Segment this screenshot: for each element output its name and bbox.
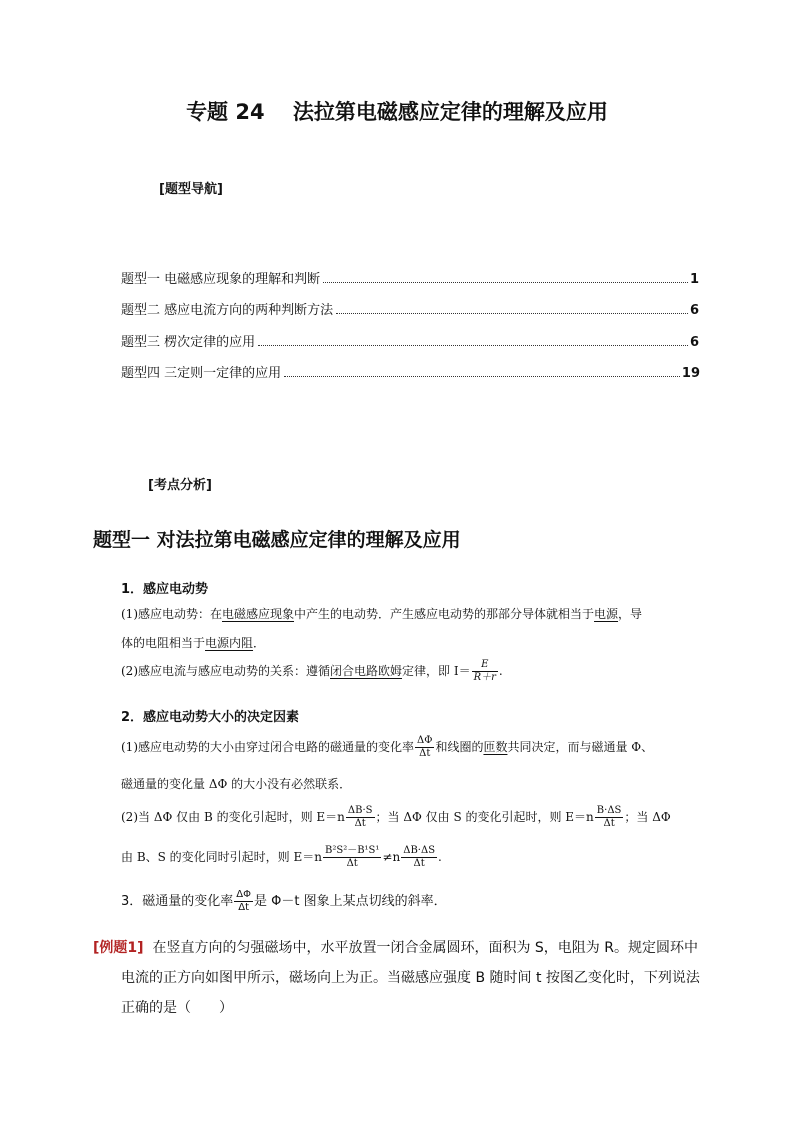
fraction: $\frac{\text{B²S²－B¹S¹}}{\Delta t}$ — [324, 845, 380, 869]
fraction: $\frac{E}{R+r}$ — [473, 659, 496, 683]
section-heading: 题型一 对法拉第电磁感应定律的理解及应用 — [93, 529, 461, 551]
example-line: [例题1] 在竖直方向的匀强磁场中，水平放置一闭合金属圆环，面积为 S，电阻为 R。规定圆环中 — [93, 940, 698, 956]
toc-entry-page: 1 — [689, 272, 699, 287]
paragraph-line: (1)感应电动势：在电磁感应现象中产生的电动势．产生感应电动势的那部分导体就相当于电源，导 — [121, 607, 643, 621]
toc-entry-page: 19 — [681, 366, 700, 381]
example-label: [例题1] — [93, 940, 144, 956]
toc-entry-label: 题型四 三定则一定律的应用 — [121, 366, 282, 381]
toc-entry-page: 6 — [689, 335, 699, 350]
example-line: 电流的正方向如图甲所示，磁场向上为正。当磁感应强度 B 随时间 t 按图乙变化时，下列说法 — [121, 970, 700, 986]
example-line: 正确的是（ ） — [121, 1000, 233, 1016]
toc-entry[interactable] — [121, 268, 699, 286]
nav-label: [题型导航] — [159, 182, 223, 197]
subheading-1: 1．感应电动势 — [121, 582, 209, 597]
fraction: $\frac{\Delta B\cdot S}{\Delta t}$ — [347, 805, 373, 829]
paragraph-line: 由 B、S 的变化同时引起时，则 E＝n $\frac{\text{B²S²－B¹S¹}}{\Delta t}$ ≠n $\frac{\Delta B\cdot\Delta S}{\Delta t}$ . — [121, 845, 442, 869]
fraction: $\frac{\Delta B\cdot\Delta S}{\Delta t}$ — [403, 845, 436, 869]
paragraph-line: (2)当 ΔΦ 仅由 B 的变化引起时，则 E＝n $\frac{\Delta B\cdot S}{\Delta t}$ ；当 ΔΦ 仅由 S 的变化引起时，则 E＝n $\frac{B\cdot\Delta S}{\Delta t}$ ；当 ΔΦ — [121, 805, 671, 829]
subheading-2: 2．感应电动势大小的决定因素 — [121, 710, 300, 725]
paragraph-line: 磁通量的变化量 ΔΦ 的大小没有必然联系． — [121, 777, 352, 791]
fraction: $\frac{\Delta\Phi}{\Delta t}$ — [417, 735, 433, 759]
toc-entry[interactable] — [121, 362, 700, 380]
toc-entry-page: 6 — [689, 303, 699, 318]
paragraph-line: (1)感应电动势的大小由穿过闭合电路的磁通量的变化率 $\frac{\Delta\Phi}{\Delta t}$ 和线圈的匝数共同决定，而与磁通量 Φ、 — [121, 735, 654, 759]
paragraph-line: 3．磁通量的变化率 $\frac{\Delta\Phi}{\Delta t}$ 是 Φ－t 图象上某点切线的斜率． — [121, 889, 447, 913]
fraction: $\frac{B\cdot\Delta S}{\Delta t}$ — [596, 805, 622, 829]
toc-entry-label: 题型三 楞次定律的应用 — [121, 335, 256, 350]
toc-leader-dots — [323, 281, 688, 283]
toc-leader-dots — [336, 312, 688, 314]
page-title: 专题 24 法拉第电磁感应定律的理解及应用 — [186, 100, 608, 124]
paragraph-line: 体的电阻相当于电源内阻． — [121, 636, 266, 650]
toc-entry[interactable] — [121, 331, 699, 349]
toc-leader-dots — [284, 375, 680, 377]
toc-leader-dots — [258, 344, 688, 346]
paragraph-line: (2)感应电流与感应电动势的关系：遵循闭合电路欧姆定律，即 I＝ $\frac{E}{R+r}$ . — [121, 659, 503, 683]
analysis-label: [考点分析] — [148, 478, 212, 493]
fraction: $\frac{\Delta\Phi}{\Delta t}$ — [236, 889, 251, 913]
toc-entry[interactable] — [121, 299, 699, 317]
toc-entry-label: 题型二 感应电流方向的两种判断方法 — [121, 303, 334, 318]
toc-entry-label: 题型一 电磁感应现象的理解和判断 — [121, 272, 321, 287]
